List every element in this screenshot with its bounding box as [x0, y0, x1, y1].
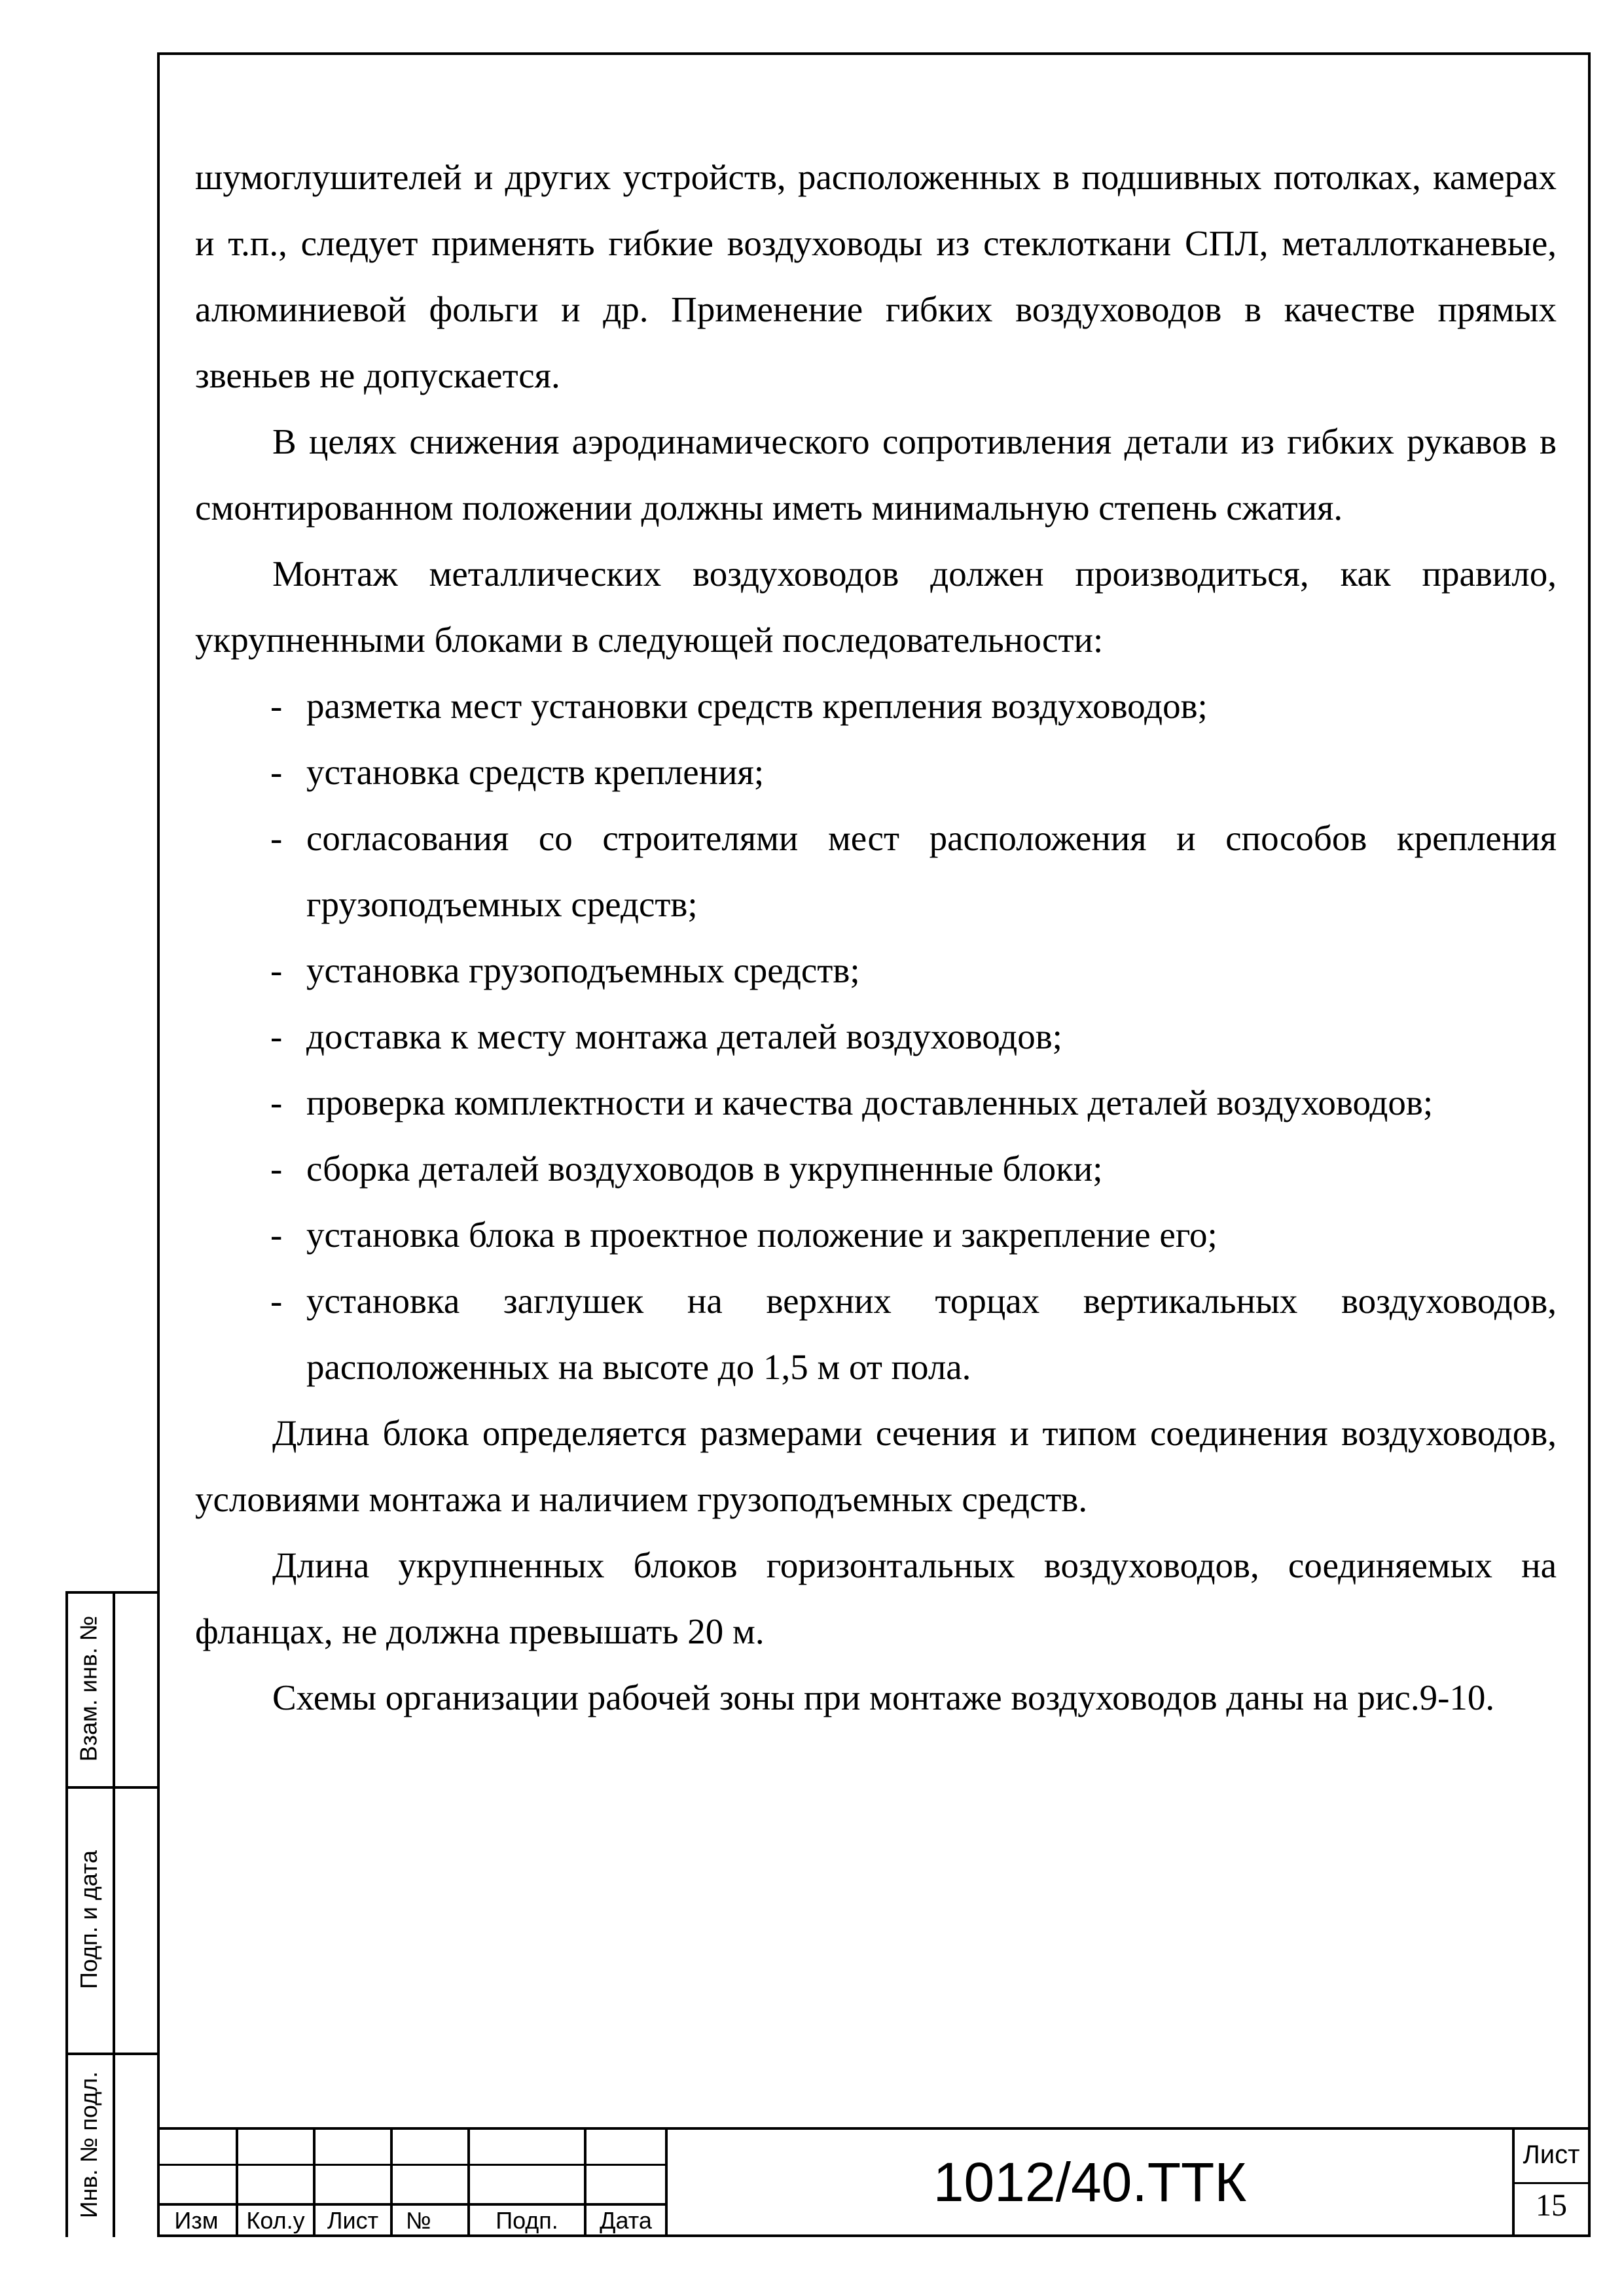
- document-body: [195, 144, 1557, 1731]
- paragraph-2: В целях снижения аэродинамического сопротивления детали из гибких рукавов в смонтированном положении должны иметь минимальную степень сжатия.: [195, 422, 1557, 528]
- header-podp: Подп.: [496, 2207, 558, 2234]
- list-item: [195, 937, 1557, 1003]
- list-item-text: установка грузоподъемных средств;: [306, 950, 860, 990]
- side-label-vzam-text: Взам. инв. №: [75, 1615, 102, 1762]
- list-item-text: разметка мест установки средств крепления воздуховодов;: [306, 686, 1208, 726]
- side-stamp-separator: [113, 1591, 115, 2237]
- list-dash: -: [270, 1281, 283, 1321]
- list-item-text: согласования со строителями мест расположения и способов крепления грузоподъемных средств;: [306, 818, 1557, 924]
- header-number: №: [406, 2207, 431, 2234]
- list-item: [195, 739, 1557, 805]
- side-label-podp-data-text: Подп. и дата: [75, 1850, 102, 1989]
- header-kolu: Кол.у: [246, 2207, 305, 2234]
- list-dash: -: [270, 818, 283, 858]
- paragraph-1: шумоглушителей и других устройств, расположенных в подшивных потолках, камерах и т.п., следует применять гибкие воздуховоды из стеклоткани СПЛ, металлотканевые, алюминиевой фольги и др. Применение гибких воздуховодов в качестве прямых звеньев не допускается.: [195, 157, 1557, 395]
- paragraph-3: Монтаж металлических воздуховодов должен производиться, как правило, укрупненными блоками в следующей последовательности:: [195, 554, 1557, 660]
- side-label-podp-data: [65, 1786, 113, 2053]
- title-block: [157, 2127, 1591, 2237]
- side-label-inv-podl: [65, 2053, 113, 2237]
- list-item: [195, 1268, 1557, 1400]
- sheet-label: Лист: [1523, 2140, 1580, 2169]
- title-block-line: [1512, 2182, 1591, 2184]
- list-dash: -: [270, 1149, 283, 1189]
- list-item-text: установка средств крепления;: [306, 752, 765, 792]
- header-list: Лист: [327, 2207, 379, 2234]
- list-dash: -: [270, 950, 283, 990]
- list-item: [195, 1003, 1557, 1069]
- list-item-text: проверка комплектности и качества доставленных деталей воздуховодов;: [306, 1083, 1434, 1122]
- side-label-vzam: [65, 1591, 113, 1786]
- installation-steps-list: [195, 673, 1557, 1400]
- paragraph-6: Схемы организации рабочей зоны при монтаже воздуховодов даны на рис.9-10.: [272, 1677, 1495, 1717]
- list-item: [195, 673, 1557, 739]
- list-dash: -: [270, 1215, 283, 1255]
- sheet-number: 15: [1536, 2188, 1567, 2223]
- paragraph-4: Длина блока определяется размерами сечения и типом соединения воздуховодов, условиями монтажа и наличием грузоподъемных средств.: [195, 1413, 1557, 1519]
- list-item-text: установка блока в проектное положение и закрепление его;: [306, 1215, 1218, 1255]
- title-block-line: [157, 2164, 668, 2166]
- list-item-text: установка заглушек на верхних торцах вертикальных воздуховодов, расположенных на высоте до 1,5 м от пола.: [306, 1281, 1557, 1387]
- list-item: [195, 805, 1557, 937]
- list-dash: -: [270, 1016, 283, 1056]
- list-item-text: сборка деталей воздуховодов в укрупненные блоки;: [306, 1149, 1103, 1189]
- header-data: Дата: [600, 2207, 652, 2234]
- paragraph-5: Длина укрупненных блоков горизонтальных воздуховодов, соединяемых на фланцах, не должна превышать 20 м.: [195, 1545, 1557, 1651]
- list-item: [195, 1069, 1557, 1136]
- side-stamp: [65, 1591, 157, 2237]
- side-label-inv-podl-text: Инв. № подл.: [75, 2071, 102, 2219]
- list-dash: -: [270, 1083, 283, 1122]
- list-dash: -: [270, 752, 283, 792]
- list-item-text: доставка к месту монтажа деталей воздуховодов;: [306, 1016, 1062, 1056]
- list-item: [195, 1202, 1557, 1268]
- list-item: [195, 1136, 1557, 1202]
- document-code: 1012/40.ТТК: [933, 2151, 1247, 2213]
- header-izm: Изм: [174, 2207, 219, 2234]
- list-dash: -: [270, 686, 283, 726]
